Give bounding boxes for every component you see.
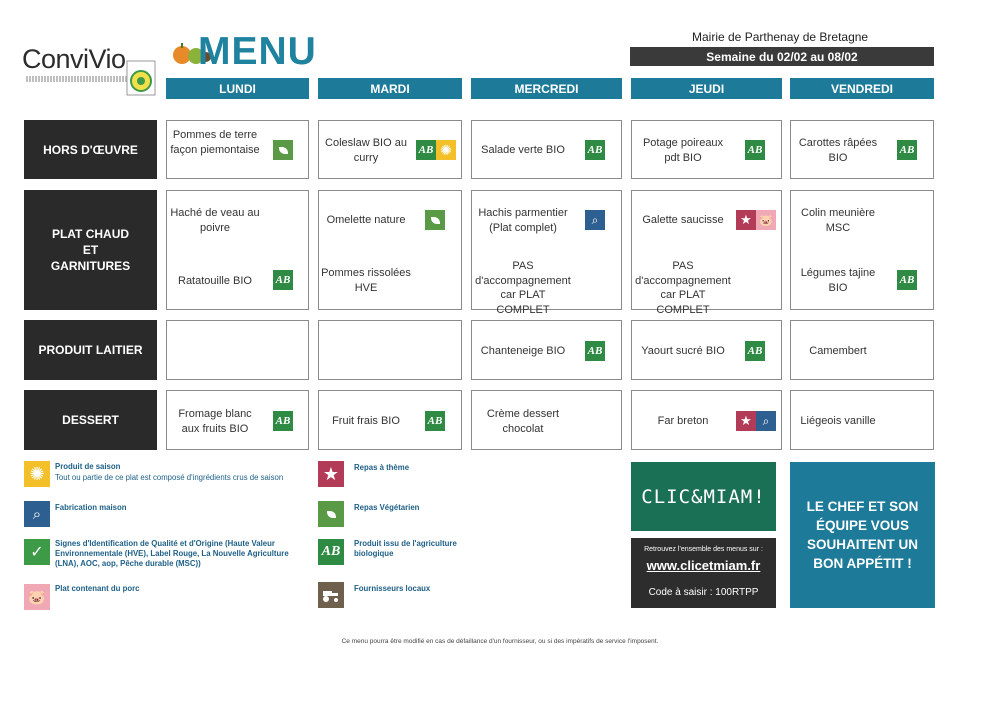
cell-laitier-jeudi xyxy=(631,320,782,380)
dish-main: Hachis parmentier (Plat complet) xyxy=(478,207,568,234)
certification-badge-icon xyxy=(126,60,156,96)
legend-theme: Repas à thème xyxy=(354,463,410,472)
clicmiam-code: Code à saisir : 100RTPP xyxy=(648,587,759,598)
cell-plat-jeudi xyxy=(631,190,782,316)
season-sun-icon: ✺ xyxy=(24,461,50,487)
category-plat-chaud: PLAT CHAUD ET GARNITURES xyxy=(24,190,157,310)
cell-laitier-mercredi xyxy=(471,320,622,380)
vegetarian-icon xyxy=(425,210,445,230)
dish-name: Chanteneige BIO xyxy=(480,345,566,357)
legend-porc: Plat contenant du porc xyxy=(55,584,140,593)
menu-title: MENU xyxy=(198,30,317,73)
category-dessert: DESSERT xyxy=(24,390,157,450)
dish-name: Potage poireaux pdt BIO xyxy=(642,137,724,164)
cell-dessert-mardi xyxy=(318,390,462,450)
bio-ab-icon: AB xyxy=(416,140,436,160)
day-header-mardi: MARDI xyxy=(318,78,462,99)
cell-hors-oeuvre-mardi xyxy=(318,120,462,179)
legend-locaux: Fournisseurs locaux xyxy=(354,584,431,593)
bio-ab-icon: AB xyxy=(897,140,917,160)
cell-plat-lundi xyxy=(166,190,309,310)
dish-side: Légumes tajine BIO xyxy=(800,267,876,294)
cell-hors-oeuvre-lundi xyxy=(166,120,309,179)
bio-ab-icon: AB xyxy=(273,270,293,290)
day-header-mercredi: MERCREDI xyxy=(471,78,622,99)
bio-ab-icon: AB xyxy=(318,539,344,565)
week-range: Semaine du 02/02 au 08/02 xyxy=(706,49,858,64)
dish-name: Liégeois vanille xyxy=(800,415,876,427)
dish-main: Omelette nature xyxy=(326,214,406,226)
dish-name: Salade verte BIO xyxy=(481,144,565,156)
dish-main: Haché de veau au poivre xyxy=(170,207,260,234)
cell-plat-vendredi xyxy=(790,190,934,310)
cell-hors-oeuvre-jeudi xyxy=(631,120,782,179)
dish-name: Pommes de terre façon piemontaise xyxy=(170,129,260,156)
clicmiam-logo: CLIC&MIAM! xyxy=(631,462,776,531)
cell-laitier-vendredi xyxy=(790,320,934,380)
cell-dessert-vendredi xyxy=(790,390,934,450)
dish-name: Yaourt sucré BIO xyxy=(641,345,725,357)
clicmiam-retrouvez: Retrouvez l'ensemble des menus sur : xyxy=(644,546,763,553)
footer-note: Ce menu pourra être modifié en cas de défaillance d'un fournisseur, ou si des impératifs de service l'imposent. xyxy=(341,638,659,645)
dish-side: Ratatouille BIO xyxy=(178,275,252,287)
dish-name: Fruit frais BIO xyxy=(332,415,400,427)
chef-message-box xyxy=(790,462,935,608)
homemade-whisk-icon: ⌕ xyxy=(756,411,776,431)
category-hors-oeuvre: HORS D'ŒUVRE xyxy=(24,120,157,179)
dish-main: Colin meunière MSC xyxy=(801,207,875,234)
cell-hors-oeuvre-mercredi xyxy=(471,120,622,179)
legend-bio: Produit issu de l'agriculture biologique xyxy=(354,539,457,558)
cell-hors-oeuvre-vendredi xyxy=(790,120,934,179)
dish-side: PAS d'accompagnement car PLAT COMPLET xyxy=(475,260,571,316)
day-header-jeudi: JEUDI xyxy=(631,78,782,99)
homemade-whisk-icon: ⌕ xyxy=(585,210,605,230)
bio-ab-icon: AB xyxy=(745,140,765,160)
dish-name: Carottes râpées BIO xyxy=(798,137,878,164)
mairie-name: Mairie de Parthenay de Bretagne xyxy=(692,30,869,44)
dish-main: Galette saucisse xyxy=(642,214,724,226)
homemade-whisk-icon: ⌕ xyxy=(24,501,50,527)
vegetarian-icon xyxy=(318,501,344,527)
clicmiam-url-link[interactable]: www.clicetmiam.fr xyxy=(646,558,761,573)
theme-star-icon: ★ xyxy=(736,210,756,230)
cell-laitier-mardi xyxy=(318,320,462,380)
quality-check-icon: ✓ xyxy=(24,539,50,565)
brand-tagline-mark xyxy=(26,76,134,82)
dish-name: Coleslaw BIO au curry xyxy=(325,137,407,164)
dish-name: Far breton xyxy=(657,415,709,427)
brand-name: ConviVio xyxy=(22,44,126,74)
theme-star-icon: ★ xyxy=(736,411,756,431)
day-header-lundi: LUNDI xyxy=(166,78,309,99)
week-banner xyxy=(630,47,934,66)
convivio-logo xyxy=(22,44,126,75)
bio-ab-icon: AB xyxy=(273,411,293,431)
bio-ab-icon: AB xyxy=(585,140,605,160)
cell-laitier-lundi xyxy=(166,320,309,380)
bio-ab-icon: AB xyxy=(585,341,605,361)
legend-maison: Fabrication maison xyxy=(55,503,127,512)
legend-saison-title: Produit de saison xyxy=(55,462,121,471)
legend-signes: Signes d'Identification de Qualité et d'Origine (Haute Valeur Environnementale (HVE), Label Rouge, La Nouvelle Agriculture (LNA), AOC, aop, Pêche durable (MSC)) xyxy=(55,539,289,568)
bio-ab-icon: AB xyxy=(425,411,445,431)
cell-dessert-mercredi xyxy=(471,390,622,450)
vegetarian-icon xyxy=(273,140,293,160)
cell-plat-mardi xyxy=(318,190,462,310)
day-header-vendredi: VENDREDI xyxy=(790,78,934,99)
legend-saison-sub: Tout ou partie de ce plat est composé d'ingrédients crus de saison xyxy=(55,473,284,482)
pork-pig-icon: 🐷 xyxy=(756,210,776,230)
bio-ab-icon: AB xyxy=(745,341,765,361)
cell-dessert-lundi xyxy=(166,390,309,450)
clicmiam-info xyxy=(631,538,776,608)
cell-plat-mercredi xyxy=(471,190,622,316)
category-produit-laitier: PRODUIT LAITIER xyxy=(24,320,157,380)
pork-pig-icon: 🐷 xyxy=(24,584,50,610)
dish-side: PAS d'accompagnement car PLAT COMPLET xyxy=(635,260,731,316)
dish-name: Fromage blanc aux fruits BIO xyxy=(178,408,252,435)
theme-star-icon: ★ xyxy=(318,461,344,487)
cell-dessert-jeudi xyxy=(631,390,782,450)
dish-name: Crème dessert chocolat xyxy=(486,408,560,435)
chef-message: LE CHEF ET SON ÉQUIPE VOUS SOUHAITENT UN BON APPÉTIT ! xyxy=(806,499,919,571)
dish-side: Pommes rissolées HVE xyxy=(321,267,411,294)
tractor-icon xyxy=(318,582,344,608)
season-sun-icon: ✺ xyxy=(436,140,456,160)
dish-name: Camembert xyxy=(809,345,867,357)
bio-ab-icon: AB xyxy=(897,270,917,290)
legend-vegetarien: Repas Végétarien xyxy=(354,503,420,512)
